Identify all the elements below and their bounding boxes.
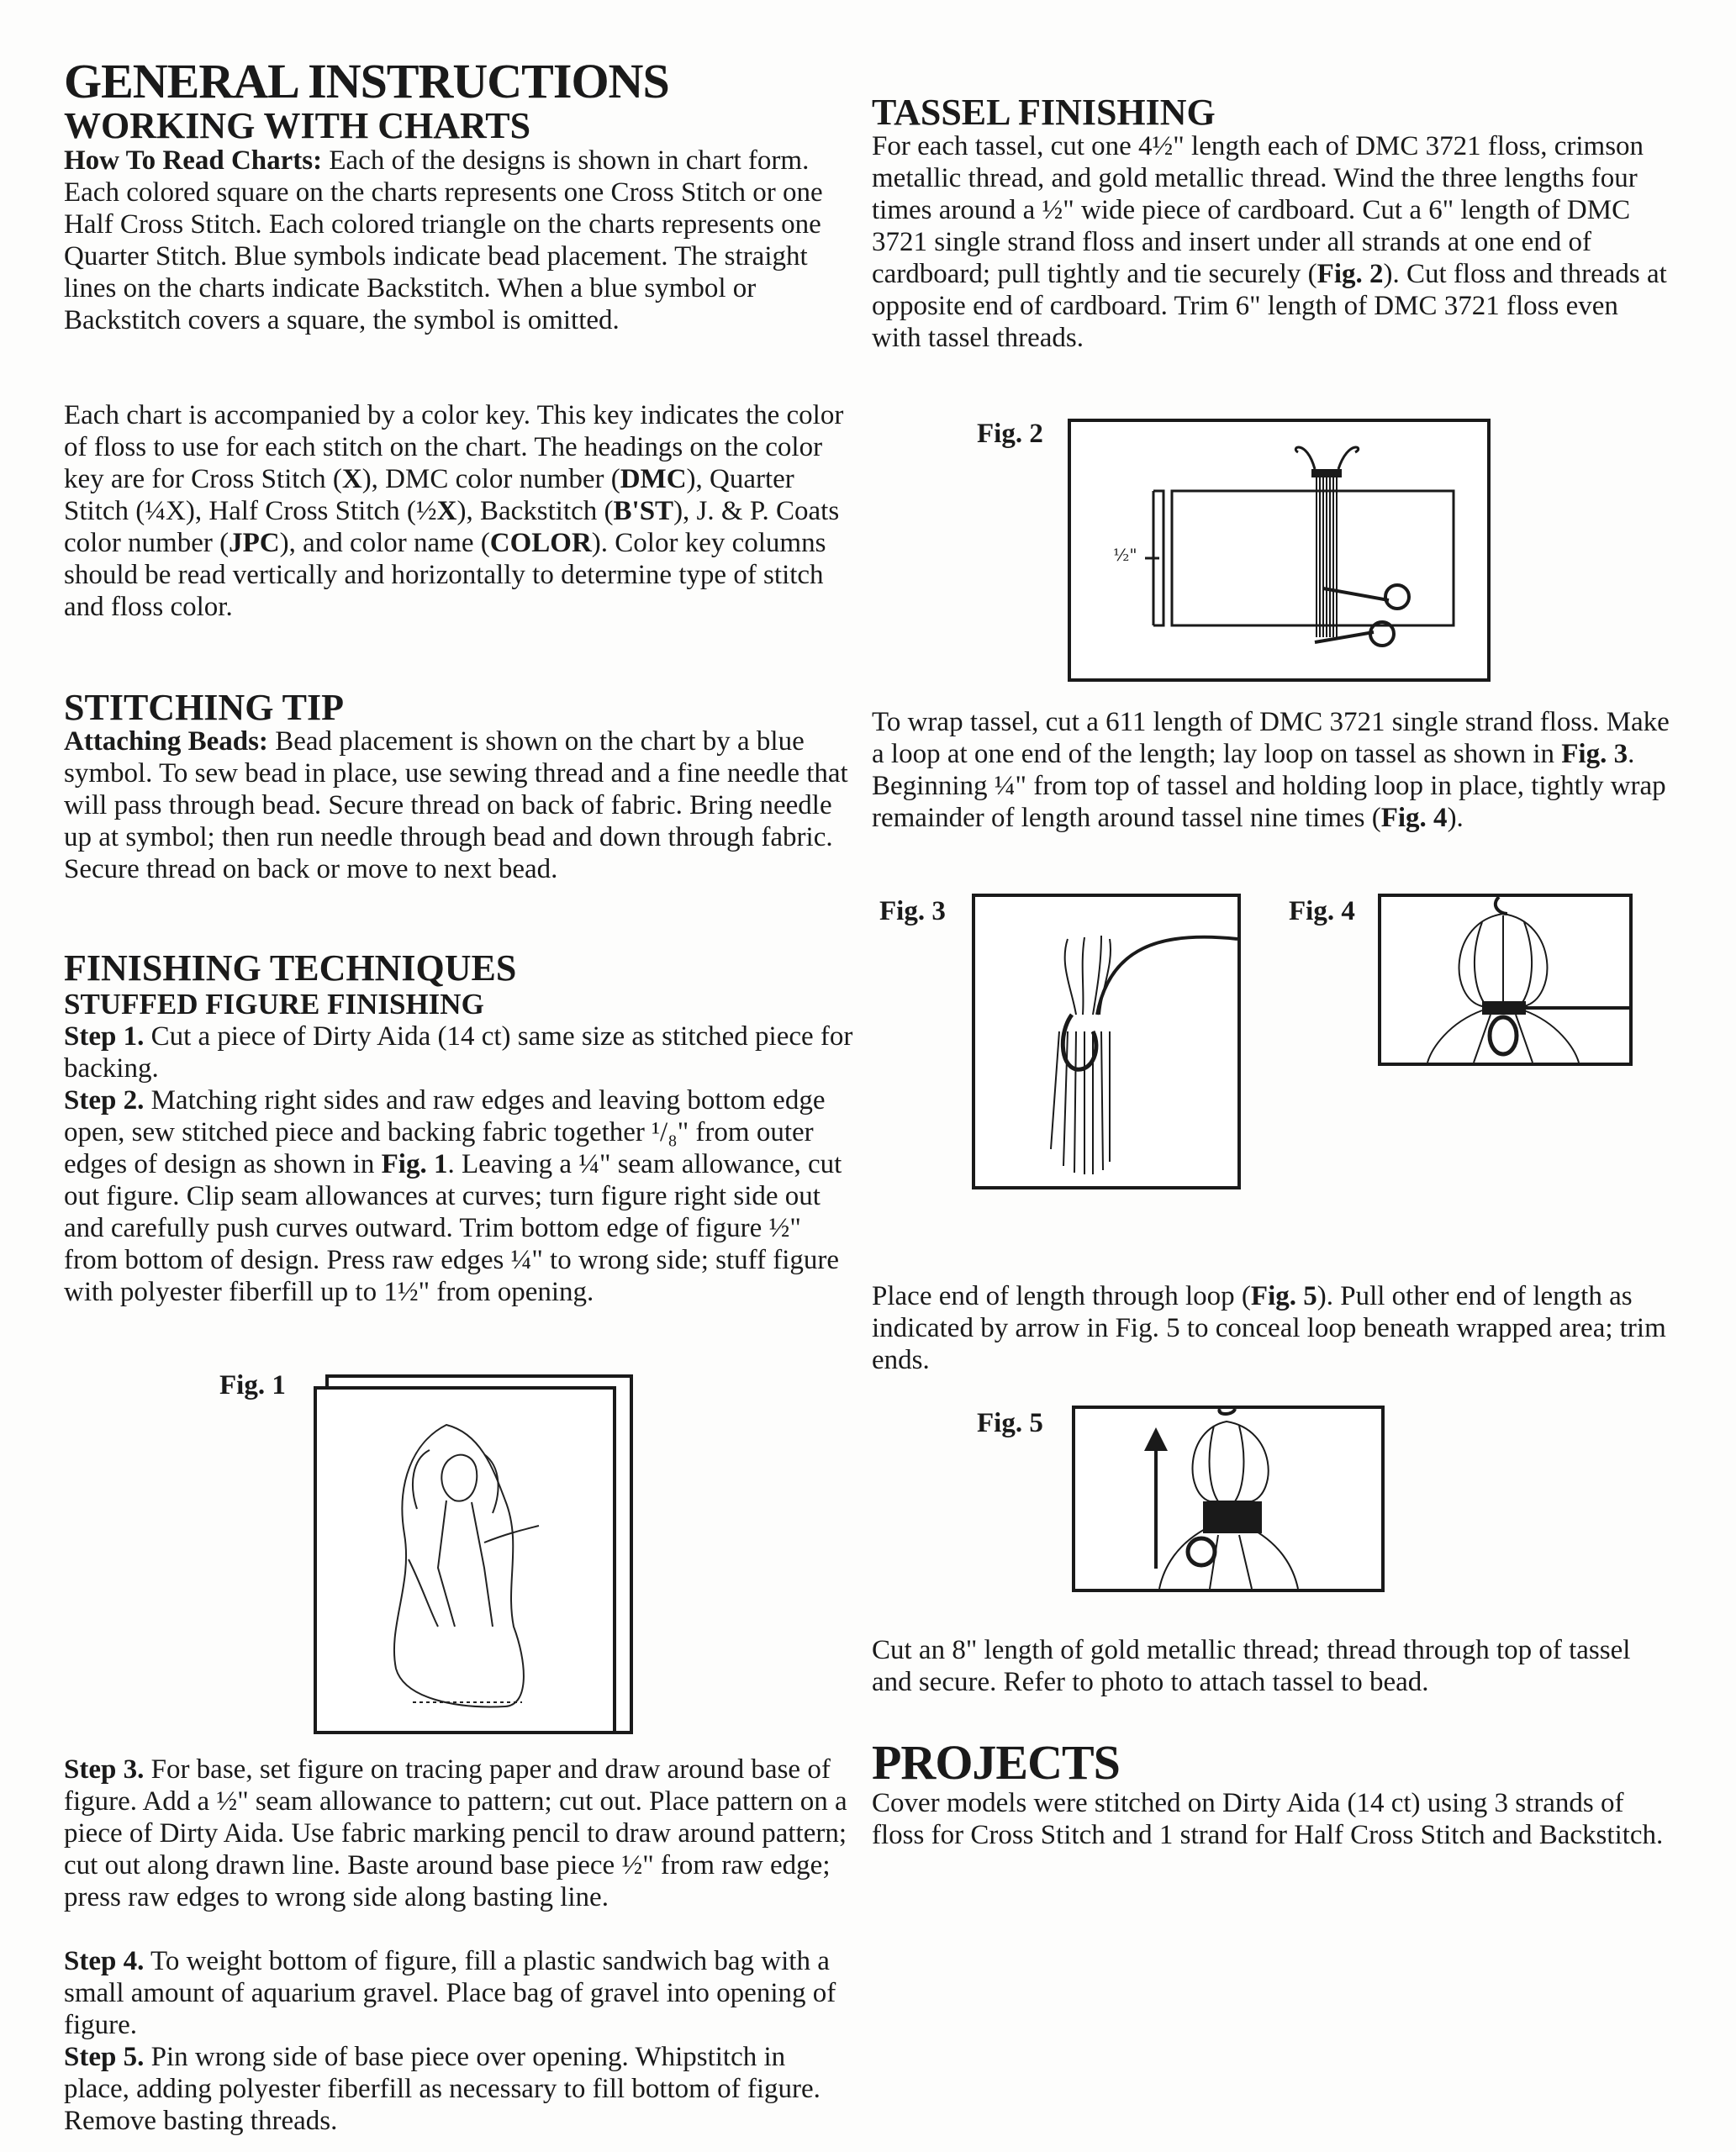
finishing-techniques-heading: FINISHING TECHNIQUES: [64, 947, 517, 989]
step-4-label: Step 4.: [64, 1946, 145, 1976]
step-4-paragraph: Step 4. To weight bottom of figure, fill a plastic sandwich bag with a small amount of aquarium gravel. Place bag of gravel into opening of figure.: [64, 1946, 836, 2040]
fig-2-dimension: ½": [1113, 545, 1137, 565]
tassel-paragraph-4: Cut an 8" length of gold metallic thread; thread through top of tassel and secure. Refer to photo to attach tassel to bead.: [872, 1635, 1631, 1697]
color-key-paragraph: Each chart is accompanied by a color key. This key indicates the color of floss to use for each stitch on the chart. The headings on the color key are for Cross Stitch (X), DMC color number (DMC), Quarter Stitch (¼X), Half Cross Stitch (½X), Backstitch (B'ST), J. & P. Coats color number (JPC), and color name (COLOR). Color key columns should be read vertically and horizontally to determine type of stitch and floss color.: [64, 400, 844, 622]
stuffed-figure-subheading: STUFFED FIGURE FINISHING: [64, 988, 484, 1021]
attaching-beads-lead: Attaching Beads:: [64, 726, 268, 757]
step-1-label: Step 1.: [64, 1021, 145, 1052]
fig-5-illustration: [1072, 1406, 1385, 1592]
step-5-paragraph: Step 5. Pin wrong side of base piece over opening. Whipstitch in place, adding polyester fiberfill as necessary to fill bottom of figure. Remove basting threads.: [64, 2042, 821, 2136]
tassel-paragraph-2: To wrap tassel, cut a 611 length of DMC 3721 single strand floss. Make a loop at one end of the length; lay loop on tassel as shown in Fig. 3. Beginning ¼" from top of tassel and holding loop in place, tightly wrap remainder of length around tassel nine times (Fig. 4).: [872, 707, 1670, 833]
step-3-label: Step 3.: [64, 1754, 145, 1785]
how-to-read-charts-lead: How To Read Charts:: [64, 145, 323, 176]
projects-paragraph: Cover models were stitched on Dirty Aida (14 ct) using 3 strands of floss for Cross Stitch and 1 strand for Half Cross Stitch and Backstitch.: [872, 1788, 1664, 1850]
fig-3-label: Fig. 3: [879, 896, 946, 926]
fig-2-label: Fig. 2: [977, 419, 1043, 449]
tassel-paragraph-3: Place end of length through loop (Fig. 5). Pull other end of length as indicated by arrow in Fig. 5 to conceal loop beneath wrapped area; trim ends.: [872, 1281, 1666, 1375]
fig-4-illustration: [1378, 894, 1633, 1066]
fig-2-illustration: [1068, 419, 1491, 682]
fig-3-illustration: [972, 894, 1241, 1189]
stitching-tip-heading: STITCHING TIP: [64, 687, 344, 728]
how-to-read-charts-paragraph: How To Read Charts: Each of the designs is shown in chart form. Each colored square on the charts represents one Cross Stitch or one Half Cross Stitch. Each colored triangle on the charts represents one Quarter Stitch. Blue symbols indicate bead placement. The straight lines on the charts indicate Backstitch. When a blue symbol or Backstitch covers a square, the symbol is omitted.: [64, 145, 823, 335]
fig-1-illustration: [312, 1374, 636, 1738]
tassel-finishing-heading: TASSEL FINISHING: [872, 92, 1216, 133]
step-1-paragraph: Step 1. Cut a piece of Dirty Aida (14 ct) same size as stitched piece for backing.: [64, 1021, 853, 1084]
fig-5-label: Fig. 5: [977, 1408, 1043, 1438]
step-2-paragraph: Step 2. Matching right sides and raw edges and leaving bottom edge open, sew stitched piece and backing fabric together ¹/₈" from outer edges of design as shown in Fig. 1. Leaving a ¼" seam allowance, cut out figure. Clip seam allowances at curves; turn figure right side out and carefully push curves outward. Trim bottom edge of figure ½" from bottom of design. Press raw edges ¼" to wrong side; stuff figure with polyester fiberfill up to 1½" from opening.: [64, 1085, 842, 1307]
working-with-charts-heading: WORKING WITH CHARTS: [64, 105, 531, 146]
stitching-tip-paragraph: Attaching Beads: Bead placement is shown on the chart by a blue symbol. To sew bead in place, use sewing thread and a fine needle that will pass through bead. Secure thread on back of fabric. Bring needle up at symbol; then run needle through bead and down through fabric. Secure thread on back or move to next bead.: [64, 726, 848, 884]
fig-4-label: Fig. 4: [1289, 896, 1355, 926]
step-5-label: Step 5.: [64, 2042, 145, 2072]
page-title: GENERAL INSTRUCTIONS: [64, 54, 669, 108]
tassel-paragraph-1: For each tassel, cut one 4½" length each of DMC 3721 floss, crimson metallic thread, and gold metallic thread. Wind the three lengths four times around a ½" wide piece of cardboard. Cut a 6" length of DMC 3721 single strand floss and insert under all strands at one end of cardboard; pull tightly and tie securely (Fig. 2). Cut floss and threads at opposite end of cardboard. Trim 6" length of DMC 3721 floss even with tassel threads.: [872, 131, 1667, 353]
projects-heading: PROJECTS: [872, 1735, 1120, 1790]
step-2-label: Step 2.: [64, 1085, 145, 1116]
step-3-paragraph: Step 3. For base, set figure on tracing paper and draw around base of figure. Add a ½" seam allowance to pattern; cut out. Place pattern on a piece of Dirty Aida. Use fabric marking pencil to draw around pattern; cut out along drawn line. Baste around base piece ½" from raw edge; press raw edges to wrong side along basting line.: [64, 1754, 847, 1912]
fig-1-label: Fig. 1: [219, 1370, 286, 1400]
